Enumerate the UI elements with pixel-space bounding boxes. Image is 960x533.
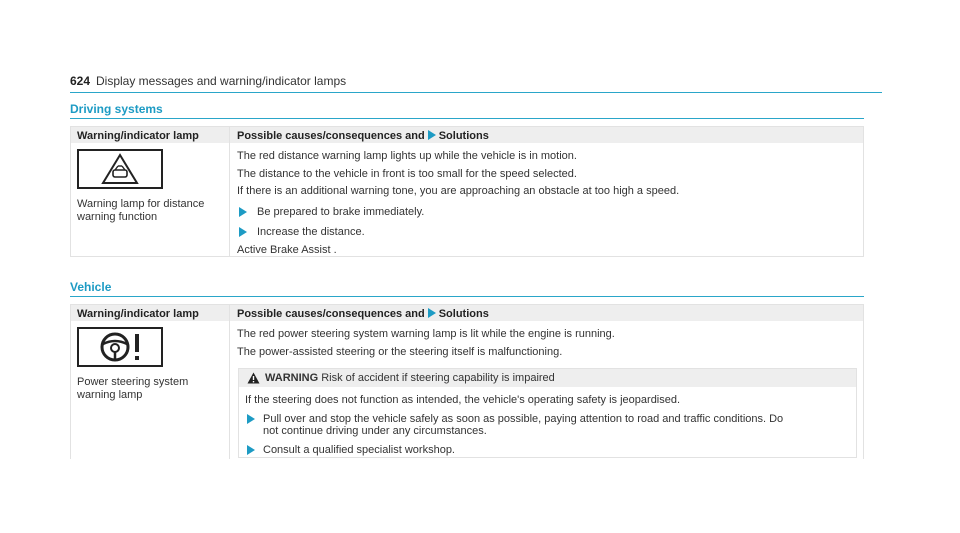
page-header-title: Display messages and warning/indicator lamps	[96, 74, 347, 88]
bullet-arrow-icon	[239, 227, 247, 237]
warning-triangle-icon	[247, 372, 260, 384]
lamp-label-line-2: warning lamp	[77, 389, 143, 401]
cause-line-2: The distance to the vehicle in front is too small for the speed selected.	[237, 168, 577, 180]
column-divider	[229, 127, 230, 256]
section-divider	[70, 118, 864, 119]
cause-line-2: The power-assisted steering or the steering itself is malfunctioning.	[237, 346, 563, 358]
col-header-causes: Possible causes/consequences and Solutions	[237, 130, 489, 142]
solutions-arrow-icon	[428, 130, 436, 140]
bullet-arrow-icon	[239, 207, 247, 217]
driving-systems-table	[70, 126, 864, 257]
lamp-label-line-1: Power steering system	[77, 376, 189, 388]
warning-bullet-1-line-2: not continue driving under any circumstances.	[263, 425, 487, 437]
col-header-lamp: Warning/indicator lamp	[77, 130, 199, 142]
warning-box	[238, 368, 857, 458]
lamp-label-line-1: Warning lamp for distance	[77, 198, 205, 210]
warning-bullet-2: Consult a qualified specialist workshop.	[263, 444, 455, 456]
distance-warning-icon	[77, 149, 163, 189]
bullet-arrow-icon	[247, 414, 255, 424]
section-title-driving-systems: Driving systems	[70, 102, 163, 116]
vehicle-table	[70, 304, 864, 459]
cause-line-1: The red distance warning lamp lights up while the vehicle is in motion.	[237, 150, 577, 162]
page-number: 624	[70, 74, 91, 88]
related-function: Active Brake Assist .	[237, 244, 337, 256]
section-title-vehicle: Vehicle	[70, 280, 112, 294]
warning-bullet-1-line-1: Pull over and stop the vehicle safely as soon as possible, paying attention to road and traffic conditions. Do	[263, 413, 784, 425]
solution-bullet-1: Be prepared to brake immediately.	[257, 206, 425, 218]
warning-body: If the steering does not function as intended, the vehicle's operating safety is jeopardised.	[245, 394, 681, 406]
bullet-arrow-icon	[247, 445, 255, 455]
section-divider	[70, 296, 864, 297]
page-header	[70, 72, 882, 93]
warning-text: Risk of accident if steering capability is impaired	[321, 372, 555, 384]
col-header-lamp: Warning/indicator lamp	[77, 308, 199, 320]
cause-line-3: If there is an additional warning tone, you are approaching an obstacle at too high a speed.	[237, 185, 680, 197]
steering-wheel-warning-icon	[77, 327, 163, 367]
col-header-causes: Possible causes/consequences and Solutions	[237, 308, 489, 320]
warning-title	[265, 371, 555, 385]
cause-line-1: The red power steering system warning lamp is lit while the engine is running.	[237, 328, 615, 340]
solution-bullet-2: Increase the distance.	[257, 226, 365, 238]
column-divider	[229, 305, 230, 459]
solutions-arrow-icon	[428, 308, 436, 318]
warning-label: WARNING	[265, 372, 319, 384]
lamp-label-line-2: warning function	[77, 211, 158, 223]
